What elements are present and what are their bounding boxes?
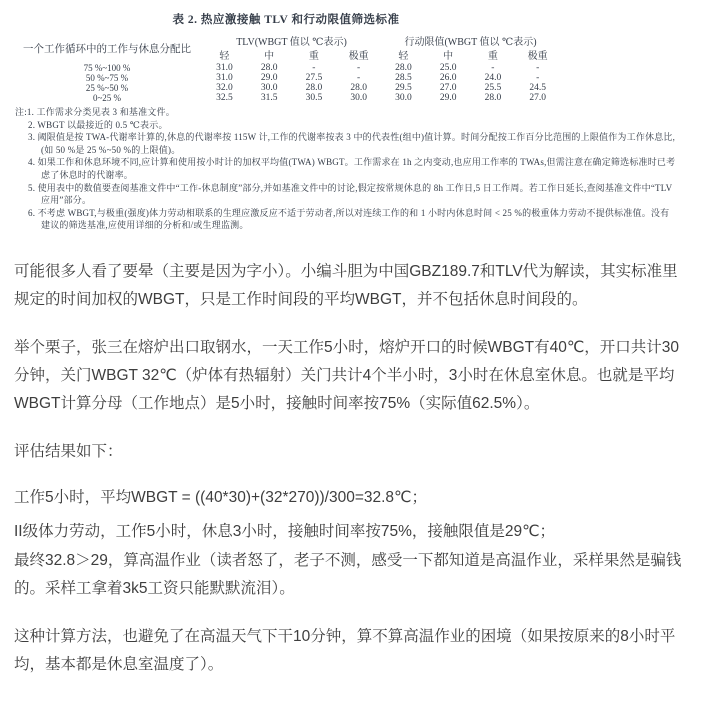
article-paragraph: 这种计算方法，也避免了在高温天气下干10分钟，算不算高温作业的困境（如果按原来的8小时平均，基本都是休息室温度了）。 [14,627,676,673]
wbgt-value-cell: 31.0 [216,63,233,73]
article-paragraph: 举个栗子，张三在熔炉出口取钢水，一天工作5小时，熔炉开口的时候WBGT有40℃，开口共计30分钟，关门WBGT 32℃（炉体有热辐射）关门共计4个半小时，3小时在休息室休息。也就是平均WBGT计算分母（工作地点）是5小时，接触时间率按75%（实际值62.5%）。 [14,338,680,412]
workload-level-header: 重 [308,51,319,62]
workload-level-header: 中 [443,51,454,62]
wbgt-value-cell: - [491,63,495,73]
workload-level-header: 中 [264,51,275,62]
workload-level-header: 轻 [219,51,230,62]
wbgt-value-cell: 29.5 [395,83,412,93]
workload-level-header: 轻 [398,51,409,62]
wbgt-value-cell: 30.5 [305,93,323,103]
work-rest-ratio-header: 一个工作循环中的工作与休息分配比 [23,44,191,55]
wbgt-value-cell: 24.0 [484,73,502,83]
article-paragraph: 可能很多人看了要晕（主要是因为字小）。小编斗胆为中国GBZ189.7和TLV代为解读，其实标准里规定的时间加权的WBGT，只是工作时间段的平均WBGT，并不包括休息时间段的。 [14,262,678,308]
group-header-row [12,36,560,50]
table-note: 4. 如果工作和休息环境不同,应计算和使用按小时计的加权平均值(TWA) WBGT。工作需求在 1h 之内变动,也应用工作率的 TWAs,但需注意在确定筛选标准时已考虑了休息时的代谢率。 [28,157,676,180]
wbgt-value-cell: - [536,63,540,73]
wbgt-value-cell: 25.0 [439,63,457,73]
table-row [12,83,560,93]
table-note [15,106,677,119]
wbgt-value-cell: 32.0 [216,83,233,93]
wbgt-value-cell: - [536,73,540,83]
wbgt-value-cell: 29.0 [439,93,457,103]
wbgt-value-cell: 28.5 [395,73,412,83]
table-note: 3. 阈限值是按 TWA-代谢率计算的,休息的代谢率按 115W 计,工作的代谢率按表 3 中的代表性(组中)值计算。时间分配按工作百分比范围的上限值作为工作休息比,(如 50 %是 25 %~50 %的上限值)。 [28,132,676,155]
article-body [14,258,690,679]
wbgt-value-cell: 30.0 [260,83,278,93]
table-row [12,73,560,83]
tlv-group-header: TLV(WBGT 值以 ℃表示) [236,37,347,48]
wbgt-value-cell: 28.0 [260,63,278,73]
wbgt-value-cell: 27.0 [529,93,546,103]
article-paragraph: 评估结果如下： [14,442,123,460]
wbgt-value-cell: 26.0 [439,73,457,83]
wbgt-value-cell: 27.0 [439,83,457,93]
wbgt-value-cell: 30.0 [395,93,412,103]
wbgt-value-cell: 29.0 [260,73,278,83]
table-note: 6. 不考虑 WBGT,与极重(强度)体力劳动相联系的生理应激反应不适于劳动者,所以对连续工作的和 1 小时内休息时间 < 25 %的极重体力劳动不提供标准值。没有建议的筛选基准,应使用详细的分析和/或生理监测。 [28,207,670,231]
table-note: 5. 使用表中的数值要查阅基准文件中“工作-休息制度”部分,并如基准文件中的讨论,假定按常规休息的 8h 工作日,5 日工作周。若工作日延长,查阅基准文件中“TLV 应用”部分。 [28,182,673,206]
workload-level-header: 重 [487,51,498,62]
article-paragraph: 最终32.8＞29，算高温作业（读者怒了，老子不测，感受一下都知道是高温作业，采样果然是骗钱的。采样工拿着3k5工资只能默默流泪）。 [14,551,682,597]
wbgt-value-cell: 24.5 [529,83,546,93]
table-note: 2. WBGT 以最接近的 0.5 ℃表示。 [28,119,168,130]
wbgt-value-cell: - [312,63,316,73]
wbgt-value-cell: 28.0 [395,63,412,73]
table-row [12,93,560,103]
article-paragraph: II级体力劳动，工作5小时，休息3小时，接触时间率按75%，接触限值是29℃； [14,522,556,540]
wbgt-value-cell: 32.5 [216,93,233,103]
wbgt-value-cell: 31.0 [216,73,233,83]
wbgt-value-cell: 28.0 [350,83,367,93]
wbgt-value-cell: 28.0 [305,83,323,93]
work-rest-ratio-cell: 25 %~50 % [85,83,129,93]
article-paragraph: 工作5小时，平均WBGT = ((40*30)+(32*270))/300=32.8℃； [14,488,427,506]
wbgt-value-cell: - [357,73,361,83]
wbgt-value-cell: 28.0 [484,93,502,103]
scanned-standard-excerpt [0,0,705,232]
wbgt-value-cell: 25.5 [484,83,502,93]
table-row [12,63,560,73]
work-rest-ratio-cell: 50 %~75 % [85,73,129,83]
table-notes [15,106,677,232]
notes-label: 注: [15,107,27,117]
workload-level-header: 极重 [527,51,548,62]
action-limit-group-header: 行动限值(WBGT 值以 ℃表示) [404,37,537,48]
note-text: 1. 工作需求分类见表 3 和基准文件。 [26,107,175,117]
work-rest-ratio-cell: 0~25 % [92,93,122,103]
heat-stress-tlv-table [12,36,560,103]
wbgt-value-cell: 31.5 [260,93,278,103]
wbgt-value-cell: 27.5 [305,73,323,83]
workload-level-header: 极重 [348,51,369,62]
work-rest-ratio-cell: 75 %~100 % [83,63,131,73]
table-title: 表 2. 热应激接触 TLV 和行动限值筛选标准 [172,14,400,26]
wbgt-value-cell: - [357,63,361,73]
wbgt-value-cell: 30.0 [350,93,367,103]
